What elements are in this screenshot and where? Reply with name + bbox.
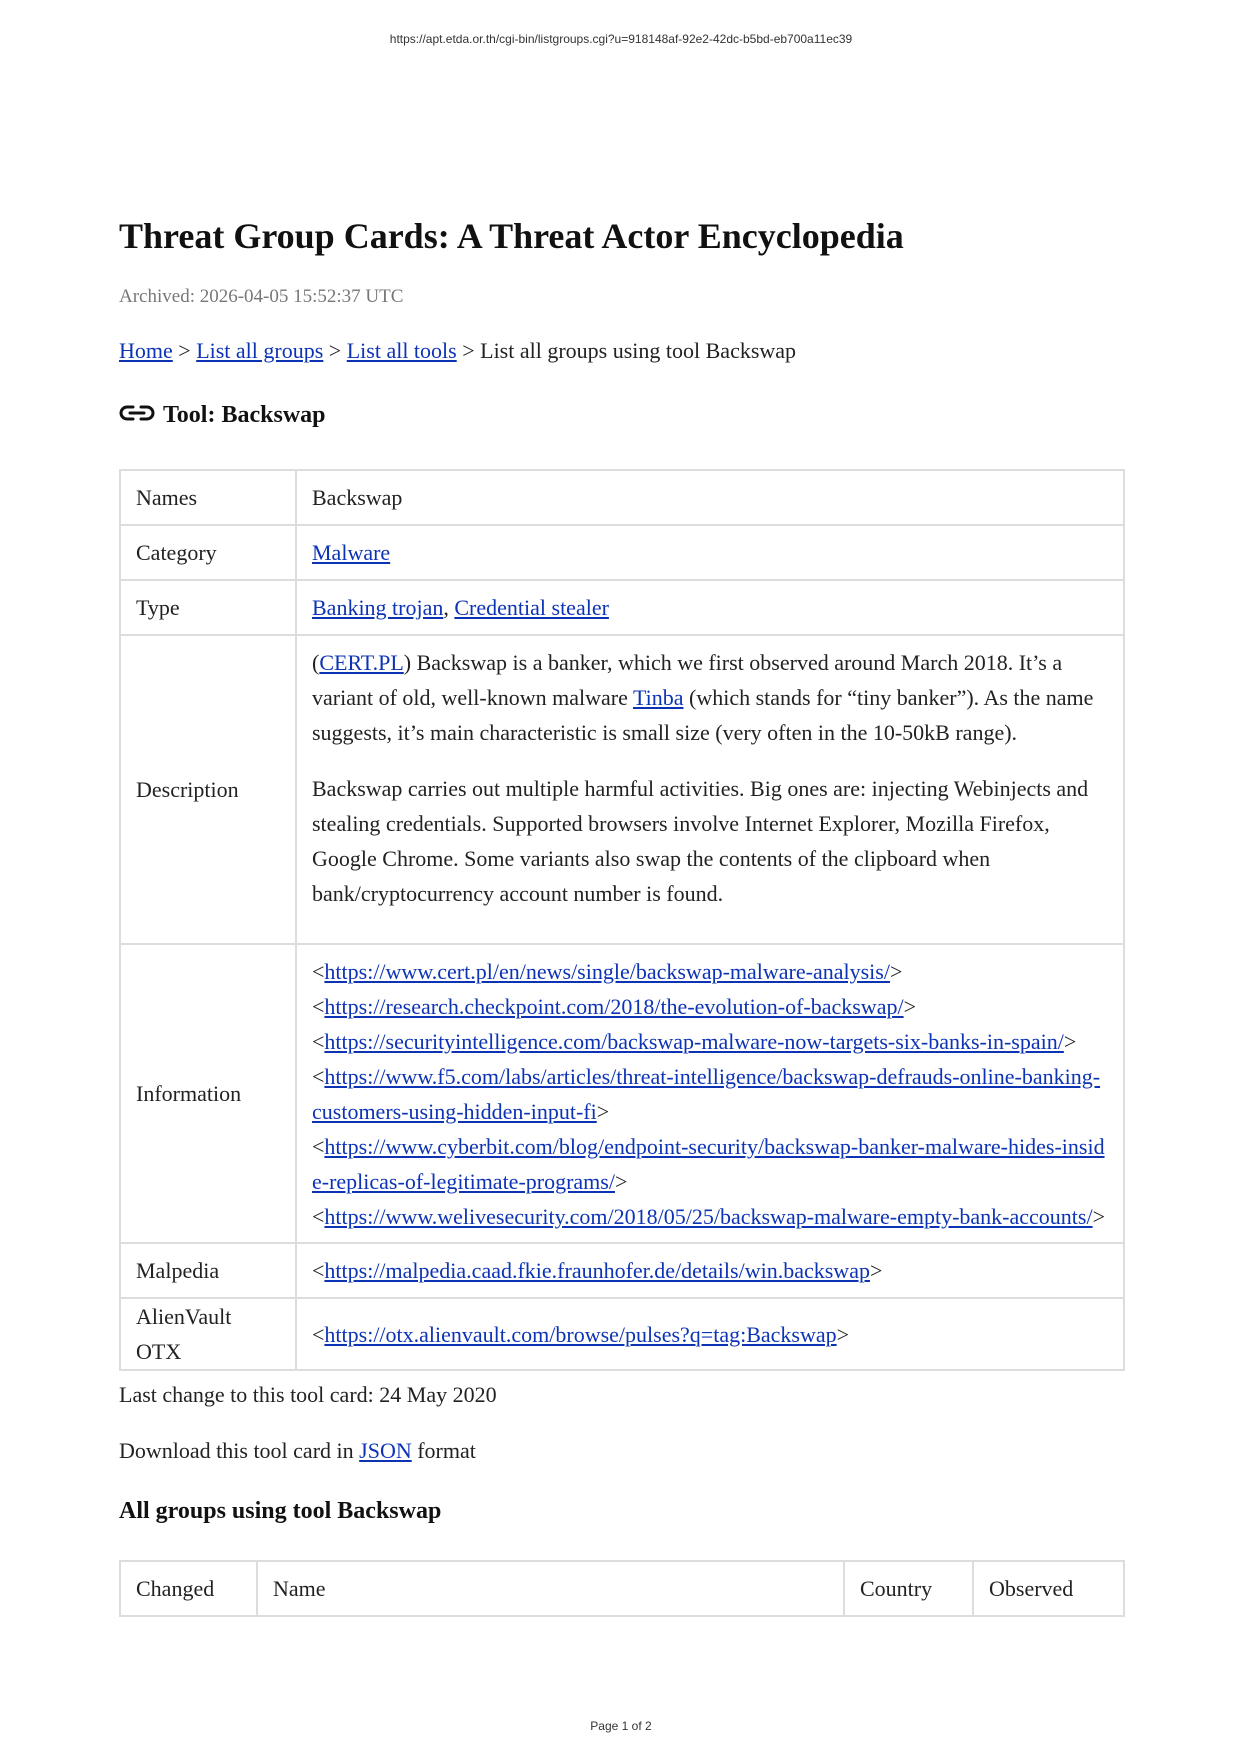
description-text: (which stands for “tiny banker”). As the name suggests, it’s main characteristic is small size (very often in the 10-50kB range). [312,685,1094,745]
groups-heading: All groups using tool Backswap [119,1498,442,1524]
table-row-description [120,635,1124,944]
download-text: Download this tool card in [119,1438,360,1463]
column-header-changed: Changed [120,1561,257,1616]
information-link-item: <https://www.cyberbit.com/blog/endpoint-security/backswap-banker-malware-hides-inside-replicas-of-legitimate-programs/> [312,1133,1105,1194]
type-separator: , [443,595,455,620]
breadcrumb-tools-link[interactable]: List all tools [346,338,457,363]
information-link-item: <https://www.f5.com/labs/articles/threat-intelligence/backswap-defrauds-online-banking-customers-using-hidden-input-fi> [312,1063,1101,1124]
otx-cell: <https://otx.alienvault.com/browse/pulses?q=tag:Backswap> [296,1298,1124,1370]
information-link[interactable]: https://www.f5.com/labs/articles/threat-intelligence/backswap-defrauds-online-banking-customers-using-hidden-input-fi [312,1063,1101,1124]
download-text: format [411,1438,476,1463]
link-icon [119,399,155,427]
information-link-item: <https://securityintelligence.com/backswap-malware-now-targets-six-banks-in-spain/> [312,1028,1077,1054]
breadcrumb [119,338,796,364]
groups-table-header-row [120,1561,1124,1616]
breadcrumb-home-link[interactable]: Home [119,338,173,363]
type-banking-trojan-link[interactable]: Banking trojan [312,595,444,620]
tool-heading [119,402,326,429]
description-label: Description [120,635,296,944]
information-cell [296,944,1124,1243]
table-row-category [120,525,1124,580]
information-link[interactable]: https://securityintelligence.com/backswap-malware-now-targets-six-banks-in-spain/ [324,1028,1064,1054]
information-link-item: <https://www.welivesecurity.com/2018/05/25/backswap-malware-empty-bank-accounts/> [312,1203,1105,1229]
category-malware-link[interactable]: Malware [312,540,391,565]
type-credential-stealer-link[interactable]: Credential stealer [454,595,609,620]
json-download-link[interactable]: JSON [359,1438,412,1463]
table-row-information [120,944,1124,1243]
column-header-name: Name [257,1561,844,1616]
names-label: Names [120,470,296,525]
information-link-item: <https://research.checkpoint.com/2018/the-evolution-of-backswap/> [312,993,916,1019]
category-cell [296,525,1124,580]
last-change-text: Last change to this tool card: 24 May 2020 [119,1382,497,1407]
malpedia-label: Malpedia [120,1243,296,1298]
breadcrumb-groups-link[interactable]: List all groups [196,338,324,363]
breadcrumb-separator: > [323,338,347,363]
archived-timestamp: Archived: 2026-04-05 15:52:37 UTC [119,286,404,307]
description-text: ) Backswap is a banker, which we first observed around March 2018. It’s a variant of old, well-known malware [312,650,1063,710]
table-row-type [120,580,1124,635]
table-row-names [120,470,1124,525]
column-header-country: Country [844,1561,973,1616]
malpedia-link[interactable]: https://malpedia.caad.fkie.fraunhofer.de/details/win.backswap [324,1258,870,1283]
otx-link[interactable]: https://otx.alienvault.com/browse/pulses?q=tag:Backswap [324,1321,837,1347]
tinba-link[interactable]: Tinba [632,685,684,710]
page-title: Threat Group Cards: A Threat Actor Encyclopedia [119,216,904,256]
malpedia-cell: <https://malpedia.caad.fkie.fraunhofer.de/details/win.backswap> [296,1243,1124,1298]
category-label: Category [120,525,296,580]
information-link[interactable]: https://www.cyberbit.com/blog/endpoint-security/backswap-banker-malware-hides-inside-replicas-of-legitimate-programs/ [312,1133,1105,1194]
breadcrumb-current: > List all groups using tool Backswap [456,338,797,363]
names-value: Backswap [296,470,1124,525]
information-link[interactable]: https://www.cert.pl/en/news/single/backswap-malware-analysis/ [324,958,890,984]
otx-label: AlienVault OTX [120,1298,296,1370]
tool-heading-text: Tool: Backswap [163,402,326,428]
information-link-item: <https://www.cert.pl/en/news/single/backswap-malware-analysis/> [312,958,903,984]
table-row-otx [120,1298,1124,1370]
tool-info-table [119,469,1125,1371]
description-text: ( [312,650,320,675]
type-label: Type [120,580,296,635]
description-paragraph-1 [312,645,1108,750]
print-header-url: https://apt.etda.or.th/cgi-bin/listgroups.cgi?u=918148af-92e2-42dc-b5bd-eb700a11ec39 [389,32,853,46]
description-cell [296,635,1124,944]
groups-table [119,1560,1125,1617]
cert-pl-link[interactable]: CERT.PL [319,650,404,675]
information-label: Information [120,944,296,1243]
download-line [119,1438,476,1464]
type-cell [296,580,1124,635]
page-number: Page 1 of 2 [590,1719,652,1733]
information-link[interactable]: https://www.welivesecurity.com/2018/05/25/backswap-malware-empty-bank-accounts/ [324,1203,1093,1229]
information-link[interactable]: https://research.checkpoint.com/2018/the-evolution-of-backswap/ [324,993,904,1019]
description-paragraph-2: Backswap carries out multiple harmful activities. Big ones are: injecting Webinjects and stealing credentials. Supported browsers involve Internet Explorer, Mozilla Firefox, Google Chrome. Some variants also swap the contents of the clipboard when bank/cryptocurrency account number is found. [312,776,1089,906]
column-header-observed: Observed [973,1561,1124,1616]
breadcrumb-separator: > [172,338,197,363]
table-row-malpedia [120,1243,1124,1298]
